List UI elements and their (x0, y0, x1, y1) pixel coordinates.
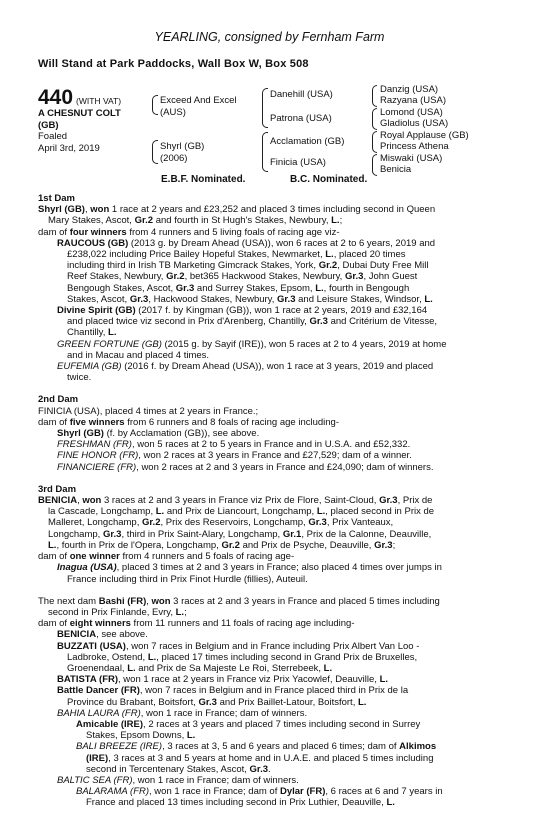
ped-sss: Danzig (USA) (380, 84, 439, 95)
catalogue-body (38, 193, 500, 809)
third-dam-produce: dam of one winner from 4 runners and 5 foals of racing age- (38, 551, 295, 563)
next-dam-paragraph: The next dam Bashi (FR), won 3 races at 2 and 3 years in France and placed 5 times including second in Prix Finlande, Evry, L.; (38, 595, 440, 618)
bracket-sds (372, 108, 377, 130)
produce-amicable: Amicable (IRE), 2 races at 3 years and placed 7 times including second in Surrey Stakes, Epsom Downs, L. (76, 718, 421, 742)
lot-line-2: (GB) (38, 119, 59, 131)
ped-ddd: Benicia (380, 164, 412, 175)
produce-eufemia: EUFEMIA (GB) (2016 f. by Dream Ahead (USA)), won 1 race at 3 years, 2019 and placed twice. (57, 361, 434, 384)
ped-sdd: Gladiolus (USA) (380, 118, 449, 129)
produce-freshman: FRESHMAN (FR), won 5 races at 2 to 5 years in France and in U.S.A. and £52,332. (57, 439, 411, 451)
lot-number: 440 (38, 86, 74, 109)
ped-dsd: Princess Athena (380, 141, 449, 152)
bracket-ss-sd (262, 88, 268, 128)
ped-sire: Exceed And Excel (160, 95, 237, 106)
ped-dds: Miswaki (USA) (380, 153, 443, 164)
ped-dss: Royal Applause (GB) (380, 130, 469, 141)
produce-batista: BATISTA (FR), won 1 race at 2 years in France viz Prix Yacowlef, Deauville, L. (57, 674, 389, 686)
lot-line-1: A CHESNUT COLT (38, 108, 121, 119)
second-dam-heading: 2nd Dam (38, 394, 79, 406)
bc-nomination: B.C. Nominated. (290, 174, 368, 185)
produce-raucous: RAUCOUS (GB) (2013 g. by Dream Ahead (USA)), won 6 races at 2 to 6 years, 2019 and £238,022 including Price Bailey Hopeful Stakes, Newmarket, L., placed 20 times including third in Irish TB Marketing Gimcrack Stakes, York, Gr.2, Dubai Duty Free Mill Reef Stakes, Newbury, Gr.2, bet365 Hackwood Stakes, Newbury, Gr.3, John Guest Bengough Stakes, Ascot, Gr.3 and Surrey Stakes, Epsom, L., fourth in Bengough Stakes, Ascot, Gr.3, Hackwood Stakes, Newbury, Gr.3 and Leisure Stakes, Windsor, L. (57, 237, 436, 305)
lot-description (38, 108, 121, 154)
ped-ss: Danehill (USA) (270, 89, 333, 100)
ped-dd: Finicia (USA) (270, 157, 326, 168)
ped-ds: Acclamation (GB) (270, 136, 345, 147)
produce-shyrl: Shyrl (GB) (f. by Acclamation (GB)), see above. (57, 428, 260, 440)
bracket-dss (372, 131, 377, 153)
produce-financiere: FINANCIERE (FR), won 2 races at 2 and 3 years in France and £24,090; dam of winners. (57, 461, 434, 473)
produce-buzzati: BUZZATI (USA), won 7 races in Belgium and in France including Prix Albert Van Loo - Ladbroke, Ostend, L., placed 17 times including second in Grand Prix de Bruxelles, Groenendaal, L. and Prix de Sa Majeste Le Roi, Sterrebeek, L. (57, 640, 420, 674)
third-dam-heading: 3rd Dam (38, 483, 77, 495)
stand-location: Will Stand at Park Paddocks, Wall Box W, Box 508 (38, 58, 309, 70)
ped-dam: Shyrl (GB) (160, 141, 205, 152)
produce-battle-dancer: Battle Dancer (FR), won 7 races in Belgium and in France placed third in Prix de la Province du Brabant, Boitsfort, Gr.3 and Prix Baillet-Latour, Boitsfort, L. (57, 685, 409, 708)
produce-divine-spirit: Divine Spirit (GB) (2017 f. by Kingman (GB)), won 1 race at 2 years, 2019 and £32,164 and placed twice viz second in Prix d'Arenberg, Chantilly, Gr.3 and Critérium de Vitesse, Chantilly, L. (57, 305, 438, 339)
vat-note: (WITH VAT) (76, 96, 122, 106)
third-dam-paragraph: BENICIA, won 3 races at 2 and 3 years in France viz Prix de Flore, Saint-Cloud, Gr.3, Prix de la Cascade, Longchamp, L. and Prix de Liancourt, Longchamp, L., placed second in Prix de Malleret, Longchamp, Gr.2, Prix des Reservoirs, Longchamp, Gr.3, Prix Vanteaux, Longchamp, Gr.3, third in Prix Saint-Alary, Longchamp, Gr.1, Prix de la Calonne, Deauville, L., fourth in Prix de l'Opera, Longchamp, Gr.2 and Prix de Psyche, Deauville, Gr.3; (38, 495, 435, 551)
first-dam-paragraph: Shyrl (GB), won 1 race at 2 years and £23,252 and placed 3 times including second in Queen Mary Stakes, Ascot, Gr.2 and fourth in St Hugh's Stakes, Newbury, L.; (38, 204, 436, 227)
produce-balarama: BALARAMA (FR), won 1 race in France; dam of Dylar (FR), 6 races at 6 and 7 years in France and placed 13 times including second in Prix Luthier, Deauville, L. (76, 786, 443, 809)
ped-sds: Lomond (USA) (380, 107, 443, 118)
next-dam-produce: dam of eight winners from 11 runners and 11 foals of racing age including- (38, 618, 355, 630)
page-title: YEARLING, consigned by Fernham Farm (154, 30, 385, 44)
ebf-nomination: E.B.F. Nominated. (161, 174, 246, 185)
bracket-ds-dd (262, 132, 268, 172)
first-dam-heading: 1st Dam (38, 193, 75, 204)
produce-green-fortune: GREEN FORTUNE (GB) (2015 g. by Sayif (IRE)), won 5 races at 2 to 4 years, 2019 at home and in Macau and placed 4 times. (57, 338, 447, 361)
produce-baltic-sea: BALTIC SEA (FR), won 1 race in France; dam of winners. (57, 774, 299, 786)
second-dam-paragraph: FINICIA (USA), placed 4 times at 2 years in France.; (38, 405, 259, 417)
bracket-dam (152, 140, 158, 164)
produce-benicia: BENICIA, see above. (57, 629, 148, 641)
bracket-dds (372, 154, 377, 176)
produce-bahia-laura: BAHIA LAURA (FR), won 1 race in France; dam of winners. (57, 707, 308, 719)
produce-bali-breeze: BALI BREEZE (IRE), 3 races at 3, 5 and 6 years and placed 6 times; dam of Alkimos (IRE), 3 races at 3 and 5 years at home and in U.A.E. and placed 5 times including second in Tercentenary Stakes, Ascot, Gr.3. (76, 741, 437, 775)
first-dam-produce: dam of four winners from 4 runners and 5 living foals of racing age viz- (38, 226, 340, 238)
lot-line-4: April 3rd, 2019 (38, 142, 100, 154)
ped-sire-country: (AUS) (160, 107, 186, 118)
bracket-sire (152, 95, 158, 115)
ped-dam-year: (2006) (160, 153, 188, 164)
produce-inagua: Inagua (USA), placed 3 times at 2 and 3 years in France; also placed 4 times over jumps in France including third in Prix Finot Hurdle (fillies), Auteuil. (57, 562, 442, 585)
lot-number-block (38, 86, 121, 110)
ped-ssd: Razyana (USA) (380, 95, 446, 106)
bracket-sss (372, 85, 377, 107)
ped-sd: Patrona (USA) (270, 113, 332, 124)
produce-fine-honor: FINE HONOR (FR), won 2 races at 3 years in France and £27,529; dam of a winner. (57, 450, 412, 462)
second-dam-produce: dam of five winners from 6 runners and 8 foals of racing age including- (38, 416, 340, 428)
lot-line-3: Foaled (38, 131, 68, 142)
